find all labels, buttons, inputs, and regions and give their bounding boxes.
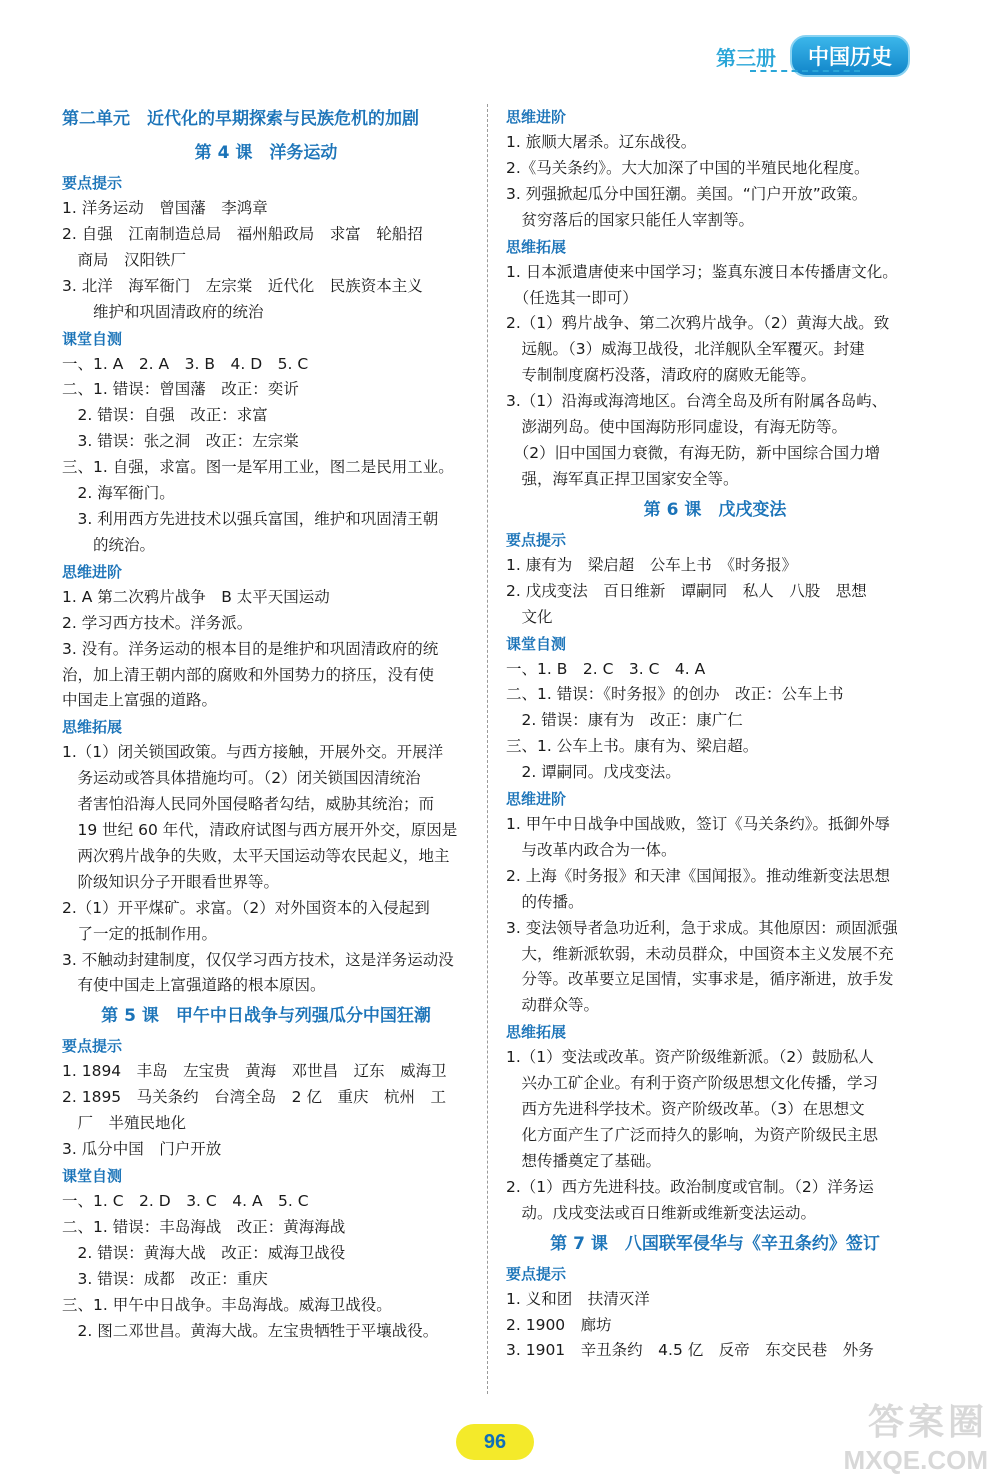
text-line: 专制制度腐朽没落，清政府的腐败无能等。 (506, 366, 817, 385)
column-divider (487, 104, 488, 1394)
text-line: 3. 北洋 海军衙门 左宗棠 近代化 民族资本主义 (62, 276, 423, 295)
text-line: 商局 汉阳铁厂 (62, 250, 187, 269)
text-line: 1. 义和团 扶清灭洋 (506, 1289, 650, 1308)
text-line: 2. 图二邓世昌。黄海大战。左宝贵牺牲于平壤战役。 (62, 1321, 439, 1340)
text-line: 三、1. 公车上书。康有为、梁启超。 (506, 737, 759, 756)
text-line: 3. 不触动封建制度，仅仅学习西方技术，这是洋务运动没 (62, 950, 454, 969)
section-body (506, 553, 924, 631)
text-line: 1. 洋务运动 曾国藩 李鸿章 (62, 199, 268, 217)
text-line: 者害怕沿海人民同外国侵略者勾结，威胁其统治；而 (62, 795, 435, 814)
text-line: 贫穷落后的国家只能任人宰割等。 (506, 210, 755, 229)
text-line: 二、1. 错误：曾国藩 改正：奕䜣 (62, 380, 299, 399)
text-line: 二、1. 错误：《时务报》的创办 改正：公车上书 (506, 685, 844, 704)
watermark-logo (844, 1394, 988, 1476)
text-line: 厂 半殖民地化 (62, 1114, 187, 1133)
text-line: 2. 自强 江南制造总局 福州船政局 求富 轮船招 (62, 224, 423, 243)
text-line: 2. 谭嗣同。戊戌变法。 (506, 763, 681, 782)
text-line: 3. 没有。洋务运动的根本目的是维护和巩固清政府的统 (62, 639, 439, 658)
page-number: 96 (483, 1430, 507, 1453)
text-line: 2. 上海《时务报》和天津《国闻报》。推动维新变法思想 (506, 866, 890, 885)
text-line: 强，海军真正捍卫国家安全等。 (506, 469, 739, 488)
text-line: 2. 错误：自强 改正：求富 (62, 406, 268, 425)
lesson-5-title: 第 5 课 甲午中日战争与列强瓜分中国狂潮 (101, 1006, 431, 1027)
text-line: 文化 (506, 607, 553, 626)
text-line: 1. 旅顺大屠杀。辽东战役。 (506, 133, 697, 151)
text-line: 2. 错误：黄海大战 改正：威海卫战役 (62, 1243, 346, 1262)
section-body (62, 196, 470, 326)
section-title: 思维进阶 (506, 790, 567, 809)
section-body (62, 1189, 470, 1344)
text-line: 维护和巩固清政府的统治 (62, 302, 264, 321)
text-line: 2.（1）西方先进科技。政治制度或官制。（2）洋务运 (506, 1177, 874, 1196)
text-line: 1. A 第二次鸦片战争 B 太平天国运动 (62, 587, 330, 606)
section-body (506, 1045, 924, 1226)
section-title: 要点提示 (506, 530, 567, 549)
text-line: 与改革内政合为一体。 (506, 840, 677, 859)
section-title: 课堂自测 (62, 1167, 123, 1185)
text-line: 2.（1）鸦片战争、第二次鸦片战争。（2）黄海大战。致 (506, 314, 890, 333)
text-line: 一、1. B 2. C 3. C 4. A (506, 659, 706, 678)
unit-title: 第二单元 近代化的早期探索与民族危机的加剧 (62, 109, 419, 129)
section-title: 要点提示 (62, 1037, 123, 1056)
section-body (506, 657, 924, 787)
text-line: 三、1. 甲午中日战争。丰岛海战。威海卫战役。 (62, 1295, 392, 1314)
lesson-6-title: 第 6 课 戊戌变法 (643, 499, 787, 520)
right-column (506, 104, 924, 1364)
text-line: 三、1. 自强，求富。图一是军用工业，图二是民用工业。 (62, 458, 454, 477)
text-line: 1. 甲午中日战争中国战败，签订《马关条约》。抵御外辱 (506, 815, 890, 834)
text-line: 远舰。（3）威海卫战役，北洋舰队全军覆灭。封建 (506, 340, 865, 359)
text-line: 兴办工矿企业。有利于资产阶级思想文化传播，学习 (506, 1074, 879, 1093)
lesson-7-title: 第 7 课 八国联军侵华与《辛丑条约》签订 (550, 1233, 880, 1254)
text-line: 3. 错误：张之洞 改正：左宗棠 (62, 432, 299, 451)
section-title: 思维拓展 (62, 718, 123, 737)
text-line: 务运动或答具体措施均可。（2）闭关锁国因清统治 (62, 769, 421, 788)
text-line: 2. 海军衙门。 (62, 484, 175, 503)
text-line: （2）旧中国国力衰微，有海无防，新中国综合国力增 (506, 443, 881, 462)
section-title: 要点提示 (62, 174, 123, 192)
header-divider (750, 70, 860, 72)
text-line: 1. 日本派遣唐使来中国学习；鉴真东渡日本传播唐文化。 (506, 262, 898, 281)
text-line: 1.（1）闭关锁国政策。与西方接触，开展外交。开展洋 (62, 743, 444, 762)
section-body (506, 260, 924, 493)
text-line: 3. 1901 辛丑条约 4.5 亿 反帝 东交民巷 外务 (506, 1341, 874, 1360)
text-line: 分等。改革要立足国情，实事求是，循序渐进，放手发 (506, 970, 894, 989)
text-line: 有使中国走上富强道路的根本原因。 (62, 976, 326, 995)
text-line: （任选其一即可） (506, 288, 638, 307)
text-line: 一、1. A 2. A 3. B 4. D 5. C (62, 354, 309, 373)
text-line: 大，维新派软弱，未动员群众，中国资本主义发展不充 (506, 944, 894, 963)
text-line: 2. 戊戌变法 百日维新 谭嗣同 私人 八股 思想 (506, 581, 867, 600)
text-line: 的统治。 (62, 535, 156, 554)
text-line: 中国走上富强的道路。 (62, 691, 218, 710)
text-line: 一、1. C 2. D 3. C 4. A 5. C (62, 1192, 309, 1210)
section-title: 要点提示 (506, 1264, 567, 1283)
section-body (62, 740, 470, 999)
text-line: 治，加上清王朝内部的腐败和外国势力的挤压，没有使 (62, 665, 435, 684)
section-title: 课堂自测 (506, 634, 567, 653)
section-body (62, 1059, 470, 1163)
text-line: 动。戊戌变法或百日维新或维新变法运动。 (506, 1203, 817, 1222)
text-line: 2. 学习西方技术。洋务派。 (62, 613, 253, 632)
text-line: 2.《马关条约》。大大加深了中国的半殖民地化程度。 (506, 158, 870, 177)
text-line: 1.（1）变法或改革。资产阶级维新派。（2）鼓励私人 (506, 1048, 874, 1067)
text-line: 阶级知识分子开眼看世界等。 (62, 872, 280, 891)
section-title: 思维拓展 (506, 1023, 567, 1042)
text-line: 3. 瓜分中国 门户开放 (62, 1140, 222, 1159)
subject-badge: 中国历史 (790, 35, 910, 77)
section-title: 课堂自测 (62, 329, 123, 348)
left-column (62, 104, 470, 1344)
text-line: 1. 1894 丰岛 左宝贵 黄海 邓世昌 辽东 威海卫 (62, 1062, 447, 1081)
volume-label: 第三册 (716, 45, 776, 70)
text-line: 3. 变法领导者急功近利，急于求成。其他原因：顽固派强 (506, 918, 898, 937)
section-body (506, 812, 924, 1019)
lesson-4-title: 第 4 课 洋务运动 (194, 143, 338, 163)
text-line: 2. 1895 马关条约 台湾全岛 2 亿 重庆 杭州 工 (62, 1088, 446, 1107)
section-body (506, 1287, 924, 1365)
text-line: 2. 错误：康有为 改正：康广仁 (506, 711, 743, 730)
section-body (506, 130, 924, 234)
text-line: 了一定的抵制作用。 (62, 924, 218, 943)
text-line: 2. 1900 廊坊 (506, 1315, 612, 1334)
section-body (62, 352, 470, 559)
text-line: 3. 错误：成都 改正：重庆 (62, 1269, 268, 1288)
text-line: 1. 康有为 梁启超 公车上书 《时务报》 (506, 555, 797, 574)
text-line: 3. 列强掀起瓜分中国狂潮。美国。“门户开放”政策。 (506, 184, 868, 203)
text-line: 两次鸦片战争的失败，太平天国运动等农民起义，地主 (62, 846, 450, 865)
text-line: 3. 利用西方先进技术以强兵富国，维护和巩固清王朝 (62, 509, 439, 528)
section-title: 思维进阶 (62, 562, 123, 581)
section-title: 思维拓展 (506, 237, 567, 256)
text-line: 化方面产生了广泛而持久的影响，为资产阶级民主思 (506, 1126, 879, 1144)
text-line: 19 世纪 60 年代，清政府试图与西方展开外交，原因是 (62, 821, 458, 840)
section-title: 思维进阶 (506, 108, 567, 126)
text-line: 二、1. 错误：丰岛海战 改正：黄海海战 (62, 1217, 346, 1236)
watermark-text: 答案圈 (867, 1402, 988, 1443)
text-line: 澎湖列岛。使中国海防形同虚设，有海无防等。 (506, 418, 848, 437)
page-number-badge (456, 1424, 534, 1460)
text-line: 动群众等。 (506, 996, 600, 1015)
section-body (62, 585, 470, 715)
text-line: 2.（1）开平煤矿。求富。（2）对外国资本的入侵起到 (62, 898, 430, 917)
watermark-url: MXQE.COM (843, 1445, 988, 1475)
text-line: 想传播奠定了基础。 (506, 1151, 662, 1170)
text-line: 3.（1）沿海或海湾地区。台湾全岛及所有附属各岛屿、 (506, 392, 888, 411)
text-line: 的传播。 (506, 892, 584, 911)
text-line: 西方先进科学技术。资产阶级改革。（3）在思想文 (506, 1100, 865, 1119)
